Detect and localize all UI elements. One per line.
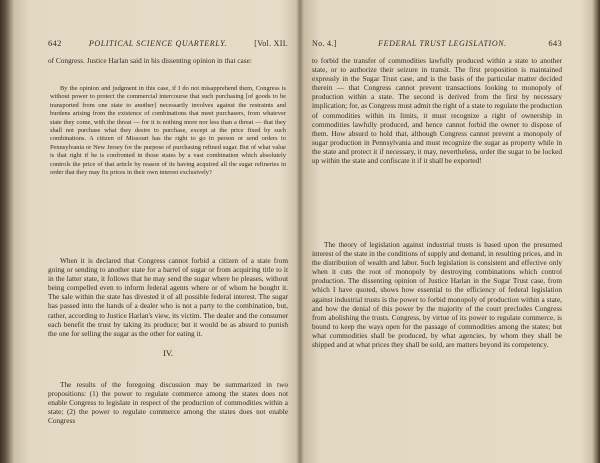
- right-page-number: 643: [548, 38, 562, 48]
- quote-paragraph: By the opinion and judgment in this case, if I do not misapprehend them, Congress is without power to protect the commercial intercourse that such purchasing [of goods to be transported from one state to another] necessarily involves against the restraints and burdens arising from the existence of combinations that meet purchasers, from whatever state they come, with the threat — for it is nothing more nor less than a threat — that they shall not purchase what they desire to purchase, except at the price fixed by such combinations. A citizen of Missouri has the right to go in person or send orders to Pennsylvania or New Jersey for the purpose of purchasing refined sugar. But of what value is that right if he is confronted in those states by a vast combination which absolutely controls the price of that article by reason of its having acquired all the sugar refineries in order that they may fix prices in their own interest exclusively?: [50, 85, 286, 177]
- paragraph-text: The results of the foregoing discussion may be summarized in two propositions: (1) the power to regulate commerce among the states does not enable Congress to legislate in respect of the production of commodities within a state; (2) the power to regulate commerce among the states does not enable Congress: [48, 380, 288, 426]
- left-continuation-text: [48, 56, 288, 65]
- block-quote: [50, 85, 286, 177]
- paragraph-text: to forbid the transfer of commodities lawfully produced within a state to another state, or to authorize their seizure in transit. The first proposition is maintained expressly in the Sugar Trust case, and is the basis of the particular matter decided therein — that Congress cannot prevent transactions looking to monopoly of production within a state. The second is derived from the first by necessary implication; for, as Congress must admit the right of a state to regulate the production of commodities within its limits, it must recognize a right of ownership in commodities lawfully produced, and hence cannot forbid the owner to dispose of them. How absurd to hold that, although Congress cannot prevent a monopoly of sugar production in Pennsylvania and must recognize the sugar as property while in the state and protect it if necessary, it may, nevertheless, order the sugar to be locked up within the state and confiscate it if it shall be exported!: [312, 56, 562, 166]
- paragraph-text: The theory of legislation against industrial trusts is based upon the presumed interest of the state in the conditions of supply and demand, in resulting prices, and in the distribution of wealth and labor. Such legislation is consistent and effective only when it cuts the root of monopoly by destroying combinations which control production. The dissenting opinion of Justice Harlan in the Sugar Trust case, from which I have quoted, shows how essential to the efficiency of federal legislation against industrial trusts is the power to forbid monopoly of production within a state, and how the denial of this power by the majority of the court precludes Congress from abolishing the trusts. Congress, by virtue of its power to regulate commerce, is bound to keep the ways open for the passage of commodities among the states; but what commodities shall be produced, by what agencies, by whom they shall be shipped and at what prices they shall be sold, are matters beyond its competency.: [312, 240, 562, 350]
- section-heading: IV.: [163, 348, 173, 358]
- left-running-title: POLITICAL SCIENCE QUARTERLY.: [88, 39, 228, 48]
- left-paragraph-3: [48, 380, 288, 425]
- paragraph-text: When it is declared that Congress cannot forbid a citizen of a state from going or sending to another state for a barrel of sugar or from acquiring title to it in the latter state, it follows that he may send the sugar where he pleases, without being compelled even to inform federal agents where or of whom he bought it. The sale within the state has divested it of all possible federal interest. The sugar has passed into the hands of a dealer who is not a party to the combination, but, rather, according to Justice Harlan's view, its victim. The dealer and the consumer each benefit the trust by taking its produce; but it would be as absurd to punish the one for selling the sugar as the other for eating it.: [48, 256, 288, 338]
- right-running-title: FEDERAL TRUST LEGISLATION.: [378, 39, 507, 48]
- left-page-number: 642: [48, 38, 62, 48]
- right-paragraph-1: [312, 56, 562, 165]
- volume-label: [Vol. XII.: [254, 39, 288, 48]
- continuation-paragraph: of Congress. Justice Harlan said in his dissenting opinion in that case:: [48, 56, 252, 65]
- number-label: No. 4.]: [312, 39, 337, 48]
- right-paragraph-2: [312, 240, 562, 349]
- right-page-header: [312, 38, 562, 48]
- left-page: [48, 0, 288, 463]
- left-page-header: [48, 38, 288, 48]
- left-paragraph-2: [48, 256, 288, 338]
- right-page: [312, 0, 562, 463]
